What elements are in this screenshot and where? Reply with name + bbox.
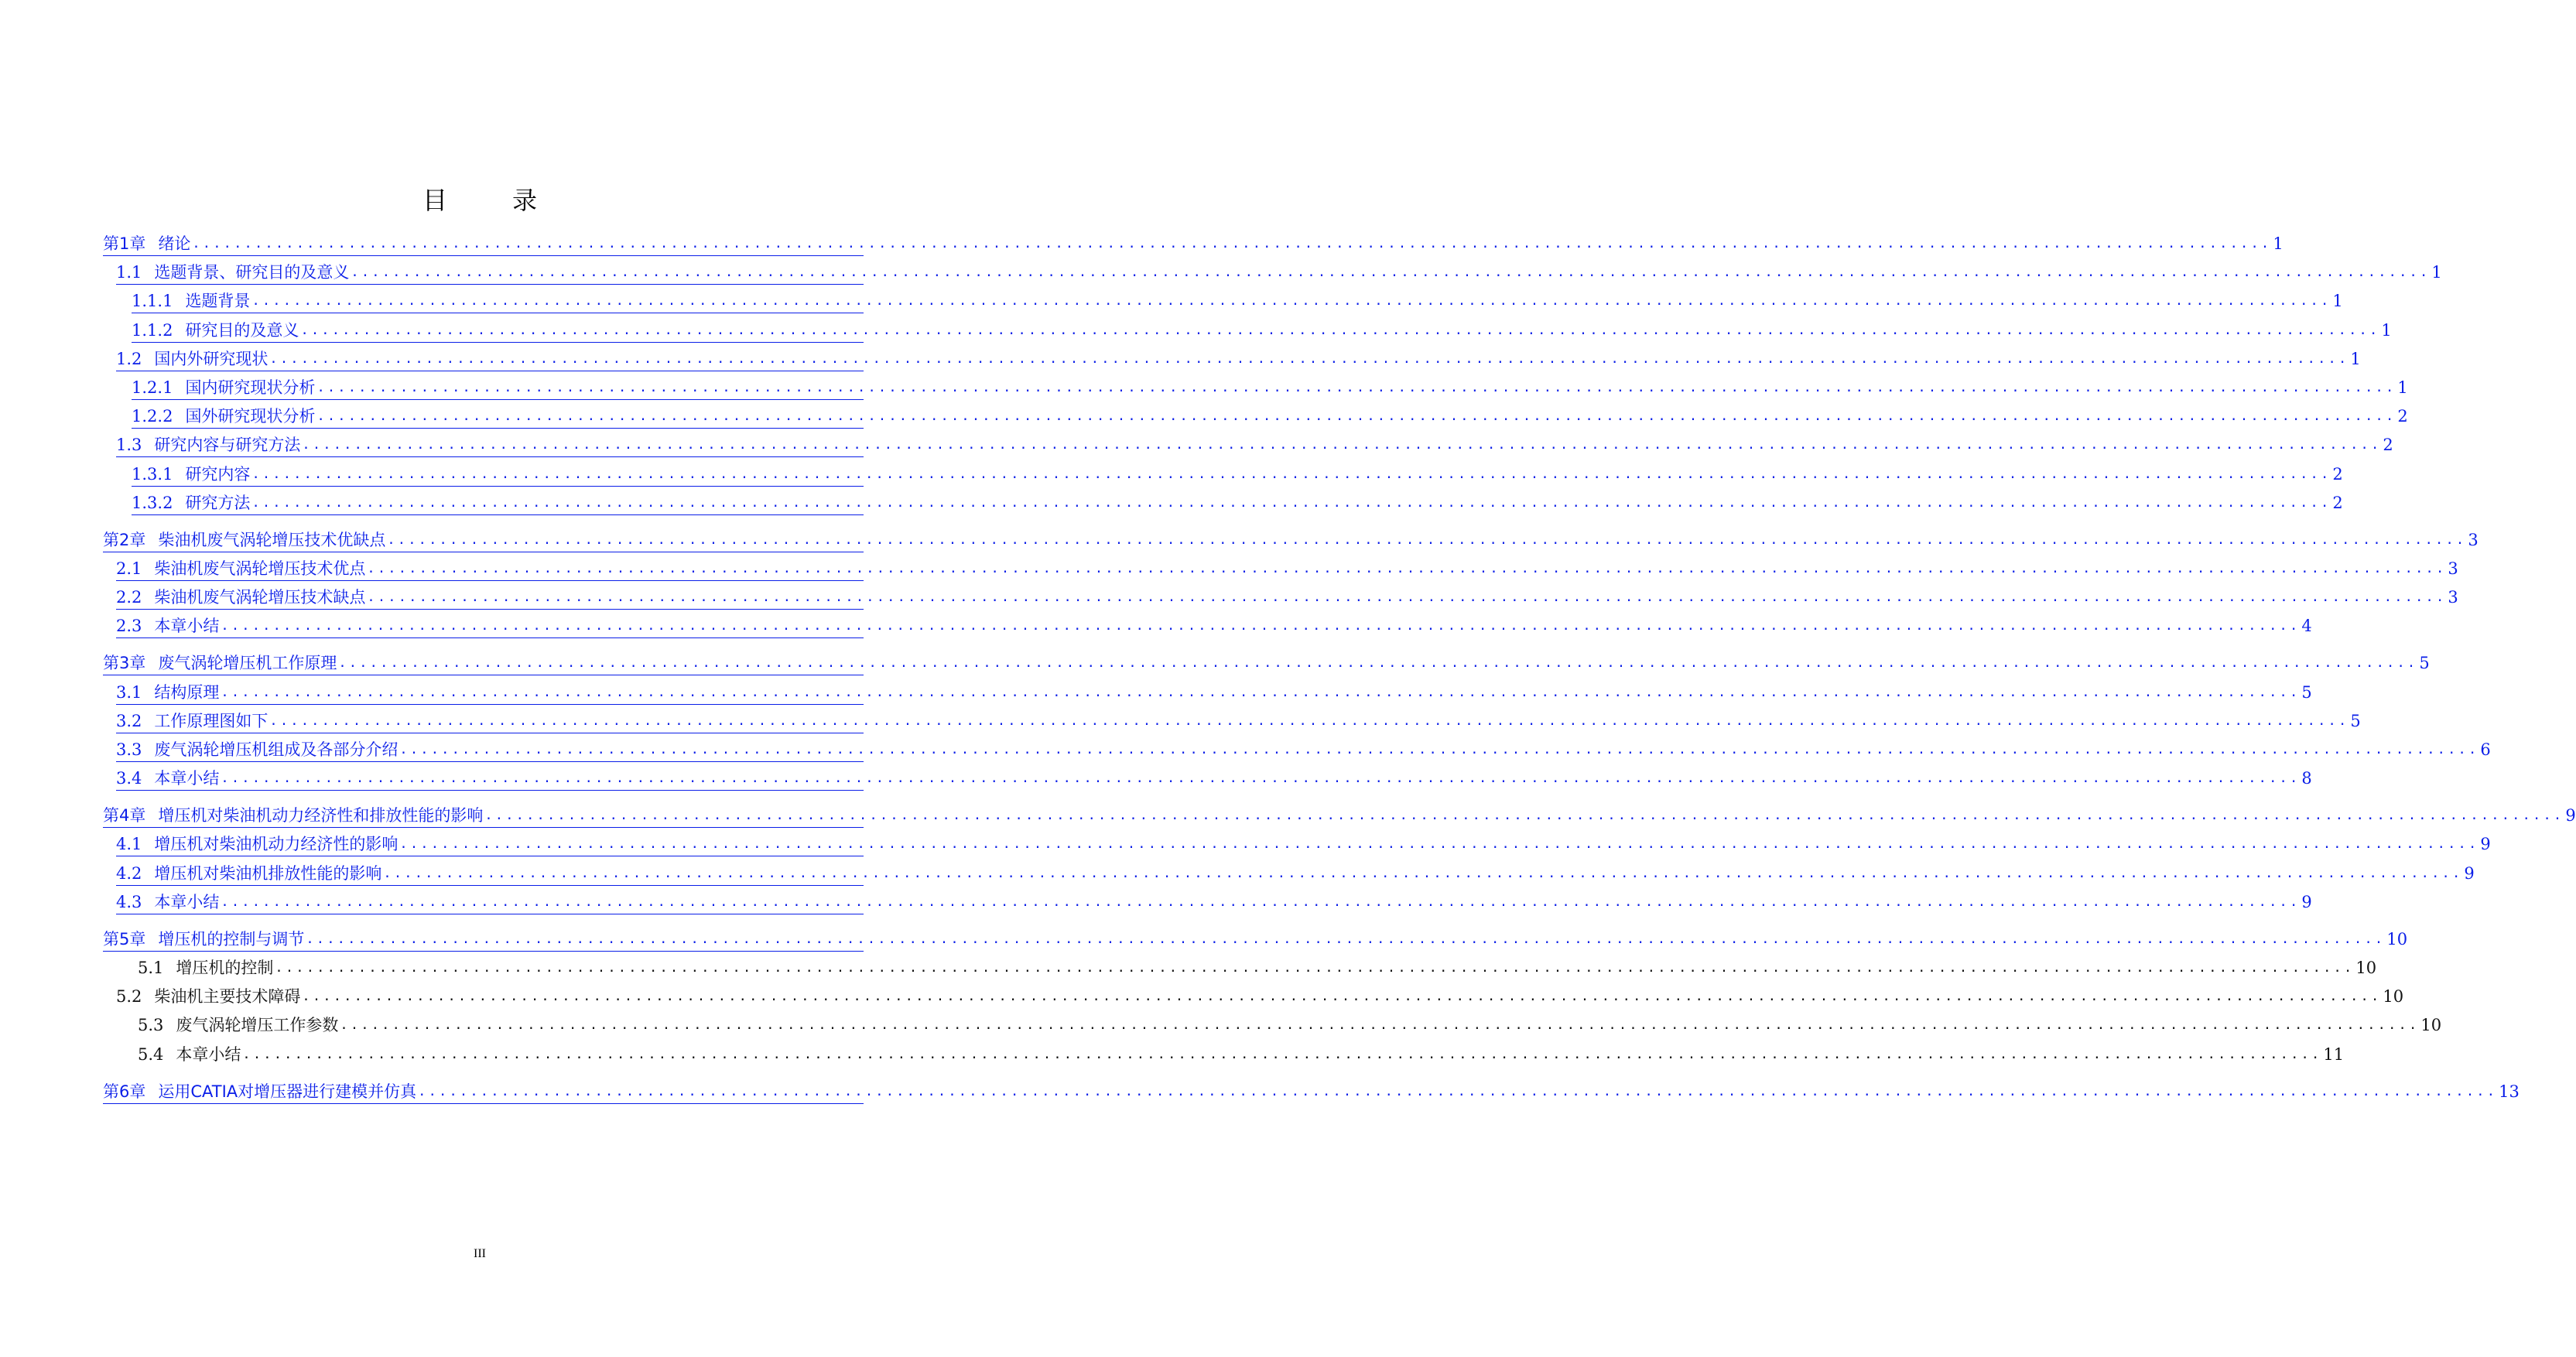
toc-entry-number: 3.2 <box>116 711 142 730</box>
toc-entry-number: 第5章 <box>103 929 146 949</box>
toc-dot-leader: ........................................................................................................................................................................................................ <box>387 532 2467 548</box>
toc-chapter-entry[interactable] <box>103 525 2479 552</box>
toc-section-entry[interactable] <box>132 316 2392 343</box>
toc-dot-leader: ........................................................................................................................................................................................................ <box>192 236 2272 251</box>
toc-entry-page: 2 <box>2332 493 2343 512</box>
toc-entry-number: 1.1.2 <box>132 320 173 340</box>
toc-entry-page: 6 <box>2480 740 2491 759</box>
toc-dot-leader: ........................................................................................................................................................................................................ <box>340 1017 2420 1034</box>
toc-entry-title: 国外研究现状分析 <box>185 407 316 426</box>
toc-title: 目 录 <box>422 186 557 215</box>
toc-entry-number: 5.2 <box>116 987 142 1007</box>
toc-section-entry[interactable] <box>132 402 2408 429</box>
toc-dot-leader: ........................................................................................................................................................................................................ <box>269 350 2349 367</box>
toc-dot-leader: ........................................................................................................................................................................................................ <box>367 561 2447 576</box>
toc-entry-number: 第1章 <box>103 234 146 253</box>
toc-entry-title: 柴油机废气涡轮增压技术优点 <box>154 559 366 578</box>
toc-entry-title: 研究内容与研究方法 <box>154 436 301 455</box>
toc-entry-number: 1.2 <box>116 349 142 368</box>
toc-entry-page: 9 <box>2464 863 2475 883</box>
toc-section-entry <box>138 1040 2345 1066</box>
toc-dot-leader: ........................................................................................................................................................................................................ <box>338 655 2418 672</box>
toc-entry-page: 3 <box>2448 588 2458 607</box>
toc-chapter-entry[interactable] <box>103 925 2408 952</box>
toc-entry-page: 10 <box>2383 987 2404 1007</box>
toc-dot-leader: ........................................................................................................................................................................................................ <box>306 931 2386 947</box>
toc-entry-number: 5.4 <box>138 1044 164 1064</box>
toc-entry-title: 选题背景、研究目的及意义 <box>154 263 350 282</box>
toc-entry-page: 2 <box>2332 464 2343 484</box>
toc-entry-number: 1.2.2 <box>132 407 173 426</box>
toc-entry-page: 9 <box>2301 892 2312 911</box>
toc-section-entry[interactable] <box>132 460 2343 487</box>
toc-section-entry[interactable] <box>116 706 2361 733</box>
toc-section-entry[interactable] <box>116 554 2458 581</box>
toc-section-entry[interactable] <box>116 583 2458 610</box>
toc-dot-leader: ........................................................................................................................................................................................................ <box>302 437 2382 453</box>
toc-entry-title: 柴油机废气涡轮增压技术优缺点 <box>158 530 386 549</box>
toc-dot-leader: ........................................................................................................................................................................................................ <box>300 322 2380 338</box>
toc-dot-leader: ........................................................................................................................................................................................................ <box>269 713 2349 729</box>
toc-dot-leader: ........................................................................................................................................................................................................ <box>242 1046 2322 1062</box>
toc-entry-title: 选题背景 <box>185 292 251 311</box>
toc-entry-page: 5 <box>2301 682 2312 702</box>
toc-dot-leader: ........................................................................................................................................................................................................ <box>221 684 2301 700</box>
toc-entry-title: 增压机对柴油机动力经济性的影响 <box>154 835 399 854</box>
toc-entry-title: 结构原理 <box>154 682 220 702</box>
toc-entry-number: 1.3 <box>116 436 142 455</box>
toc-entry-page: 10 <box>2355 959 2377 977</box>
toc-entry-page: 1 <box>2350 349 2361 368</box>
toc-dot-leader: ........................................................................................................................................................................................................ <box>316 380 2396 395</box>
toc-entry-title: 增压机对柴油机动力经济性和排放性能的影响 <box>158 806 484 825</box>
toc-entry-page: 1 <box>2273 234 2284 253</box>
toc-entry-number: 3.1 <box>116 682 142 702</box>
toc-section-entry[interactable] <box>116 258 2442 285</box>
toc-entry-number: 第2章 <box>103 530 146 549</box>
toc-section-entry[interactable] <box>132 488 2343 515</box>
toc-entry-number: 2.3 <box>116 617 142 636</box>
toc-entry-title: 绪论 <box>158 234 191 253</box>
toc-entry-number: 4.2 <box>116 863 142 883</box>
toc-dot-leader: ........................................................................................................................................................................................................ <box>399 836 2479 853</box>
toc-entry-title: 本章小结 <box>154 769 220 788</box>
toc-dot-leader: ........................................................................................................................................................................................................ <box>221 894 2301 910</box>
toc-entry-number: 第6章 <box>103 1082 146 1101</box>
toc-entry-page: 1 <box>2431 263 2442 282</box>
toc-entry-number: 1.2.1 <box>132 378 173 397</box>
toc-entry-title: 国内研究现状分析 <box>185 378 316 397</box>
toc-entry-page: 2 <box>2397 407 2408 426</box>
toc-section-entry <box>138 953 2377 979</box>
toc-entry-title: 废气涡轮增压机工作原理 <box>158 654 337 673</box>
toc-section-entry[interactable] <box>116 430 2393 457</box>
toc-entry-number: 1.1.1 <box>132 292 173 311</box>
toc-section-entry[interactable] <box>116 887 2312 914</box>
toc-entry-page: 2 <box>2383 436 2393 455</box>
toc-dot-leader: ........................................................................................................................................................................................................ <box>484 808 2564 824</box>
toc-entry-title: 柴油机废气涡轮增压技术缺点 <box>154 588 366 607</box>
toc-entry-title: 本章小结 <box>154 617 220 636</box>
toc-entry-page: 9 <box>2480 835 2491 854</box>
toc-dot-leader: ........................................................................................................................................................................................................ <box>275 960 2355 976</box>
toc-entry-title: 研究目的及意义 <box>185 320 299 340</box>
toc-section-entry[interactable] <box>132 373 2408 400</box>
toc-dot-leader: ........................................................................................................................................................................................................ <box>221 618 2301 634</box>
toc-entry-number: 第3章 <box>103 654 146 673</box>
toc-entry-page: 9 <box>2565 806 2576 825</box>
toc-dot-leader: ........................................................................................................................................................................................................ <box>351 265 2431 281</box>
toc-entry-page: 8 <box>2301 769 2312 788</box>
toc-entry-title: 运用CATIA对增压器进行建模并仿真 <box>158 1082 417 1101</box>
toc-entry-title: 本章小结 <box>154 892 220 911</box>
toc-entry-number: 3.3 <box>116 740 142 759</box>
toc-entry-number: 4.1 <box>116 835 142 854</box>
toc-chapter-entry[interactable] <box>103 229 2284 256</box>
toc-entry-title: 国内外研究现状 <box>154 349 269 368</box>
toc-dot-leader: ........................................................................................................................................................................................................ <box>251 293 2331 309</box>
toc-entry-page: 1 <box>2397 378 2408 397</box>
toc-dot-leader: ........................................................................................................................................................................................................ <box>367 590 2447 606</box>
toc-entry-page: 13 <box>2499 1082 2520 1101</box>
toc-entry-title: 研究方法 <box>185 493 251 512</box>
toc-entry-number: 5.3 <box>138 1016 164 1035</box>
toc-section-entry[interactable] <box>116 611 2312 638</box>
toc-dot-leader: ........................................................................................................................................................................................................ <box>302 989 2382 1005</box>
toc-entry-title: 柴油机主要技术障碍 <box>154 987 301 1007</box>
toc-entry-page: 3 <box>2448 559 2458 578</box>
toc-section-entry[interactable] <box>116 344 2361 371</box>
toc-entry-title: 工作原理图如下 <box>154 711 269 730</box>
toc-entry-page: 11 <box>2323 1044 2345 1064</box>
toc-entry-number: 第4章 <box>103 806 146 825</box>
toc-entry-page: 1 <box>2332 292 2343 311</box>
toc-entry-page: 5 <box>2419 654 2430 673</box>
toc-entry-number: 1.3.1 <box>132 464 173 484</box>
page-number: III <box>474 1247 486 1260</box>
toc-section-entry[interactable] <box>116 678 2312 705</box>
toc-entry-page: 3 <box>2468 530 2479 549</box>
toc-entry-number: 2.1 <box>116 559 142 578</box>
toc-entry-title: 增压机对柴油机排放性能的影响 <box>154 863 382 883</box>
toc-entry-number: 5.1 <box>138 959 164 977</box>
toc-dot-leader: ........................................................................................................................................................................................................ <box>418 1083 2498 1099</box>
toc-entry-title: 本章小结 <box>176 1044 241 1064</box>
toc-dot-leader: ........................................................................................................................................................................................................ <box>221 771 2301 787</box>
toc-chapter-entry[interactable] <box>103 1077 2520 1104</box>
toc-section-entry <box>116 982 2404 1008</box>
toc-entry-title: 增压机的控制与调节 <box>158 929 305 949</box>
toc-entry-page: 5 <box>2350 711 2361 730</box>
toc-dot-leader: ........................................................................................................................................................................................................ <box>251 494 2331 511</box>
toc-entry-number: 3.4 <box>116 769 142 788</box>
toc-section-entry[interactable] <box>116 764 2312 791</box>
toc-entry-number: 1.3.2 <box>132 493 173 512</box>
toc-entry-title: 废气涡轮增压工作参数 <box>176 1016 339 1035</box>
toc-entry-number: 4.3 <box>116 892 142 911</box>
toc-chapter-entry[interactable] <box>103 648 2430 675</box>
toc-entry-title: 增压机的控制 <box>176 959 274 977</box>
toc-entry-page: 4 <box>2301 617 2312 636</box>
toc-entry-number: 2.2 <box>116 588 142 607</box>
toc-entry-page: 10 <box>2386 929 2408 949</box>
toc-entry-title: 废气涡轮增压机组成及各部分介绍 <box>154 740 399 759</box>
toc-dot-leader: ........................................................................................................................................................................................................ <box>316 408 2396 425</box>
toc-dot-leader: ........................................................................................................................................................................................................ <box>251 466 2331 482</box>
toc-section-entry[interactable] <box>116 735 2491 762</box>
toc-entry-page: 10 <box>2420 1016 2442 1035</box>
toc-entry-number: 1.1 <box>116 263 142 282</box>
toc-section-entry[interactable] <box>116 829 2491 856</box>
toc-section-entry <box>138 1010 2442 1037</box>
toc-chapter-entry[interactable] <box>103 801 2576 828</box>
toc-dot-leader: ........................................................................................................................................................................................................ <box>399 742 2479 757</box>
toc-section-entry[interactable] <box>132 286 2343 313</box>
toc-dot-leader: ........................................................................................................................................................................................................ <box>383 865 2463 881</box>
toc-entry-title: 研究内容 <box>185 464 251 484</box>
toc-section-entry[interactable] <box>116 859 2475 886</box>
toc-entry-page: 1 <box>2381 320 2392 340</box>
